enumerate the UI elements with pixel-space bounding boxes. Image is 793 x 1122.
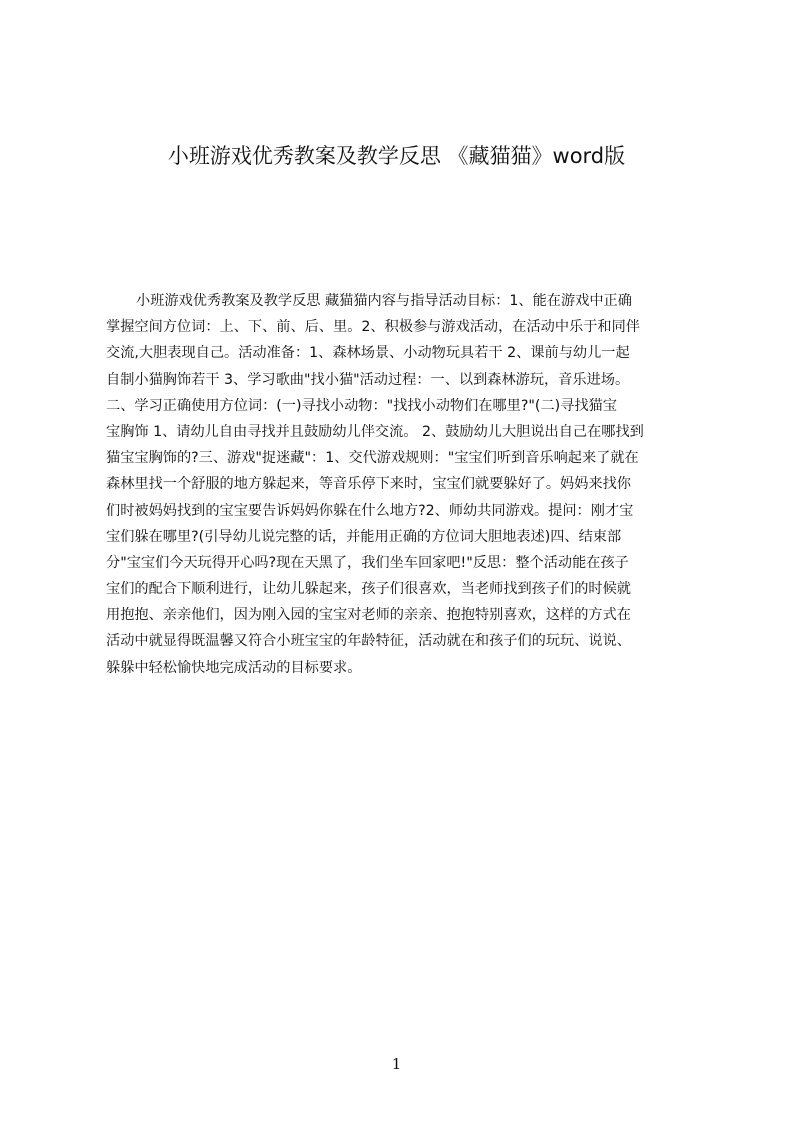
body-line: 用抱抱、亲亲他们，因为刚入园的宝宝对老师的亲亲、抱抱特别喜欢，这样的方式在: [106, 607, 631, 624]
body-line: 猫宝宝胸饰的?三、游戏"捉迷藏"：1、交代游戏规则："宝宝们听到音乐响起来了就在: [106, 450, 639, 467]
body-line: 小班游戏优秀教案及教学反思 藏猫猫内容与指导活动目标：1、能在游戏中正确: [136, 293, 632, 309]
body-line: 分"宝宝们今天玩得开心吗?现在天黑了，我们坐车回家吧!"反思：整个活动能在孩子: [106, 554, 629, 571]
body-line: 二、学习正确使用方位词：(一)寻找小动物："找找小动物们在哪里?"(二)寻找猫宝: [106, 397, 617, 414]
body-line: 宝们躲在哪里?(引导幼儿说完整的话，并能用正确的方位词大胆地表述)四、结束部: [106, 528, 622, 545]
body-line: 们时被妈妈找到的宝宝要告诉妈妈你躲在什么地方?2、师幼共同游戏。提问：刚才宝: [106, 502, 634, 519]
body-line: 森林里找一个舒服的地方躲起来，等音乐停下来时，宝宝们就要躲好了。妈妈来找你: [106, 476, 631, 493]
body-line: 宝胸饰 1、请幼儿自由寻找并且鼓励幼儿伴交流。 2、鼓励幼儿大胆说出自己在哪找到: [106, 423, 644, 440]
body-line: 交流,大胆表现自己。活动准备：1、森林场景、小动物玩具若干 2、课前与幼儿一起: [106, 345, 630, 362]
body-line: 躲躲中轻松愉快地完成活动的目标要求。: [106, 659, 362, 676]
document-title: 小班游戏优秀教案及教学反思 《藏猫猫》word版: [167, 144, 626, 168]
body-line: 宝们的配合下顺利进行，让幼儿躲起来，孩子们很喜欢，当老师找到孩子们的时候就: [106, 581, 631, 598]
page-number: 1: [391, 1055, 402, 1073]
body-line: 掌握空间方位词：上、下、前、后、里。2、积极参与游戏活动，在活动中乐于和同伴: [106, 319, 640, 336]
body-line: 活动中就显得既温馨又符合小班宝宝的年龄特征，活动就在和孩子们的玩玩、说说、: [106, 633, 631, 650]
body-line: 自制小猫胸饰若干 3、学习歌曲"找小猫"活动过程：一、以到森林游玩，音乐进场。: [106, 371, 630, 388]
document-body: [106, 288, 698, 681]
